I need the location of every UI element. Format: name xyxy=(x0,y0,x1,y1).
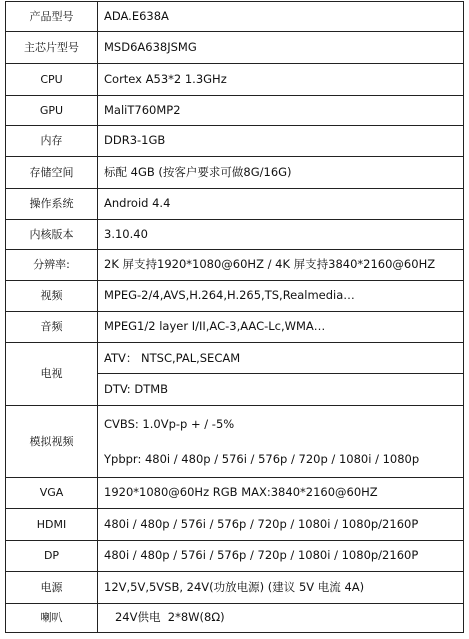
row-label: 喇叭 xyxy=(6,604,98,633)
table-row xyxy=(6,220,464,250)
row-value-group xyxy=(98,343,464,406)
row-value: Ypbpr: 480i / 480p / 576i / 576p / 720p / 1080i / 1080p xyxy=(104,452,420,466)
table-row xyxy=(6,157,464,189)
row-label: 电源 xyxy=(6,572,98,604)
row-value-group xyxy=(98,406,464,478)
table-row xyxy=(6,312,464,343)
row-value: CVBS: 1.0Vp-p + / -5% xyxy=(104,417,235,431)
row-value: MPEG1/2 layer I/II,AC-3,AAC-Lc,WMA… xyxy=(98,312,464,343)
row-label: 音频 xyxy=(6,312,98,343)
table-row xyxy=(6,96,464,126)
row-value: Android 4.4 xyxy=(98,189,464,220)
table-row xyxy=(6,541,464,572)
table-row xyxy=(6,189,464,220)
row-label: 存储空间 xyxy=(6,157,98,189)
row-value: ADA.E638A xyxy=(98,2,464,32)
table-row xyxy=(6,250,464,281)
spec-table xyxy=(5,1,464,633)
row-label: 模拟视频 xyxy=(6,406,98,478)
row-value: MPEG-2/4,AVS,H.264,H.265,TS,Realmedia… xyxy=(98,281,464,312)
table-row xyxy=(6,2,464,32)
table-row xyxy=(6,604,464,633)
row-value: 2K 屏支持1920*1080@60HZ / 4K 屏支持3840*2160@60HZ xyxy=(98,250,464,281)
row-label: GPU xyxy=(6,96,98,126)
row-value: 480i / 480p / 576i / 576p / 720p / 1080i / 1080p/2160P xyxy=(98,541,464,572)
row-value: MaliT760MP2 xyxy=(98,96,464,126)
row-value: 480i / 480p / 576i / 576p / 720p / 1080i / 1080p/2160P xyxy=(98,509,464,541)
row-label: 视频 xyxy=(6,281,98,312)
row-label: 主芯片型号 xyxy=(6,32,98,64)
row-value: 标配 4GB (按客户要求可做8G/16G) xyxy=(98,157,464,189)
row-label: VGA xyxy=(6,478,98,509)
row-label: 内核版本 xyxy=(6,220,98,250)
table-row xyxy=(6,509,464,541)
table-row xyxy=(6,343,464,406)
table-row xyxy=(6,281,464,312)
table-row xyxy=(6,32,464,64)
row-value: DTV: DTMB xyxy=(104,382,169,396)
table-row xyxy=(6,64,464,96)
table-row xyxy=(6,572,464,604)
row-label: 产品型号 xyxy=(6,2,98,32)
row-value: 3.10.40 xyxy=(98,220,464,250)
table-row xyxy=(6,126,464,157)
row-value: 12V,5V,5VSB, 24V(功放电源) (建议 5V 电流 4A) xyxy=(98,572,464,604)
row-label: DP xyxy=(6,541,98,572)
row-label: 电视 xyxy=(6,343,98,406)
row-value: DDR3-1GB xyxy=(98,126,464,157)
row-label: HDMI xyxy=(6,509,98,541)
row-label: CPU xyxy=(6,64,98,96)
row-value: Cortex A53*2 1.3GHz xyxy=(98,64,464,96)
row-value: 24V供电 2*8W(8Ω) xyxy=(98,604,464,633)
table-row xyxy=(6,478,464,509)
row-value: MSD6A638JSMG xyxy=(98,32,464,64)
row-label: 分辨率: xyxy=(6,250,98,281)
row-label: 操作系统 xyxy=(6,189,98,220)
row-label: 内存 xyxy=(6,126,98,157)
table-row xyxy=(6,406,464,478)
row-value: ATV： NTSC,PAL,SECAM xyxy=(98,343,463,374)
row-value: 1920*1080@60Hz RGB MAX:3840*2160@60HZ xyxy=(98,478,464,509)
